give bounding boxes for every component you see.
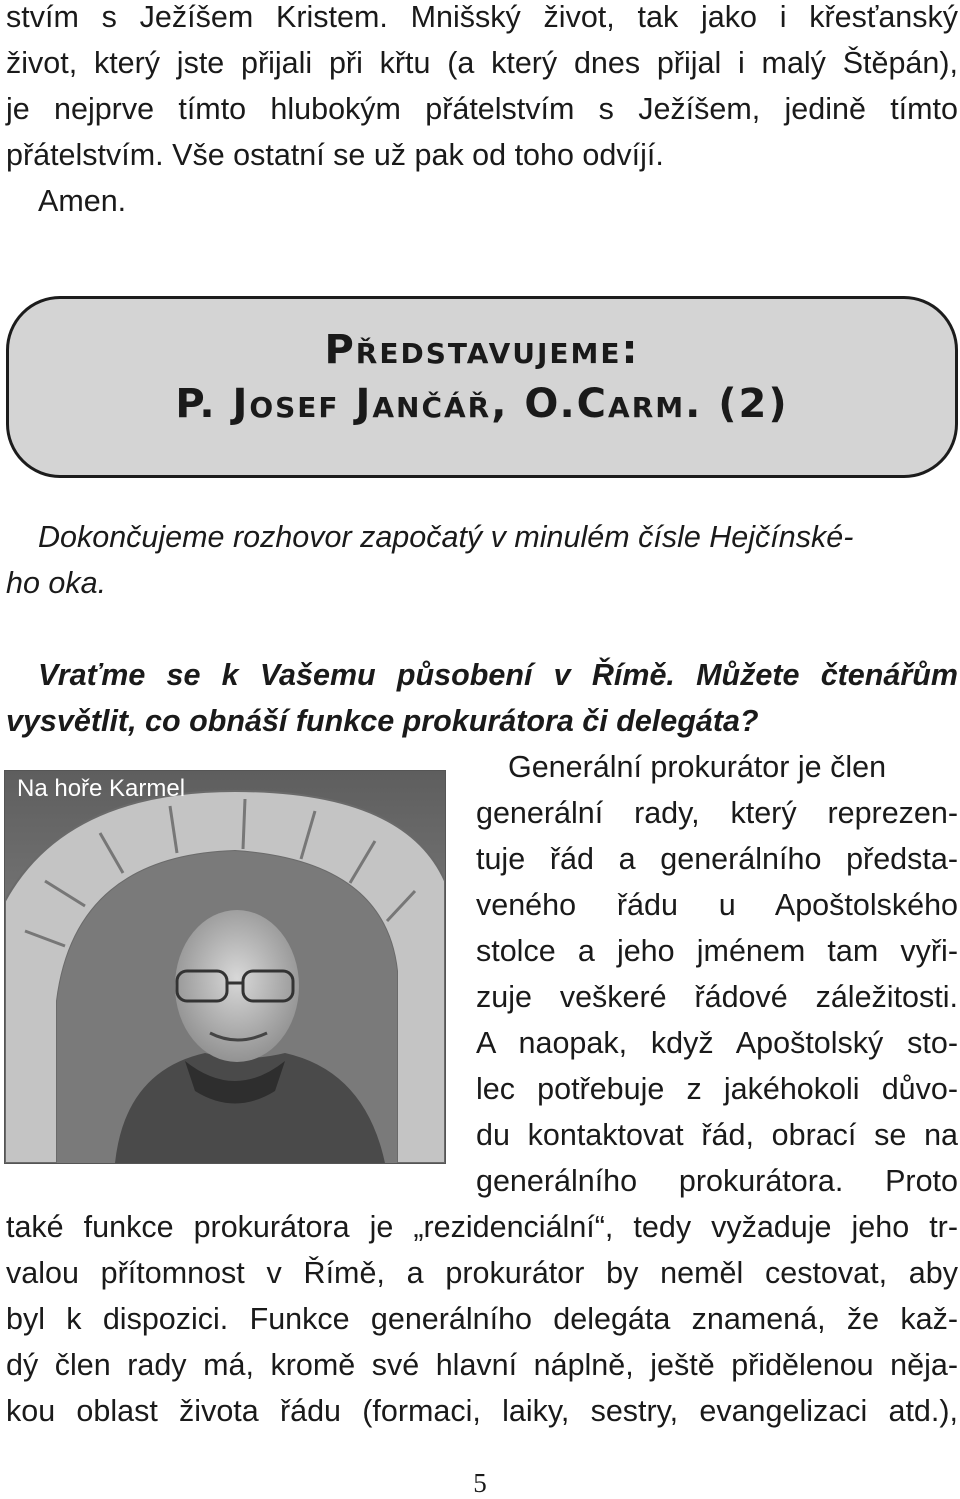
answer-full-line-5: kou oblast života řádu (formaci, laiky, sestry, evangelizaci atd.), — [6, 1394, 958, 1428]
answer-line-4: veného řádu u Apoštolského — [476, 888, 958, 922]
answer-line-2: generální rady, který reprezen- — [476, 796, 958, 830]
answer-line-6: zuje veškeré řádové záležitosti. — [476, 980, 958, 1014]
answer-line-3: tuje řád a generálního předsta- — [476, 842, 958, 876]
portrait-photo — [4, 770, 446, 1164]
answer-line-7: A naopak, když Apoštolský sto- — [476, 1026, 958, 1060]
section-title: Představujeme: — [324, 327, 640, 373]
lead-line-2: ho oka. — [6, 566, 107, 600]
answer-line-9: du kontaktovat řád, obrací se na — [476, 1118, 958, 1152]
section-heading-box — [6, 296, 958, 478]
answer-full-line-1: také funkce prokurátora je „rezidenciální“, tedy vyžaduje jeho tr- — [6, 1210, 958, 1244]
intro-line-2: život, který jste přijali při křtu (a který dnes přijal i malý Štěpán), — [6, 46, 958, 80]
answer-full-line-2: valou přítomnost v Římě, a prokurátor by neměl cestovat, aby — [6, 1256, 958, 1290]
answer-line-1: Generální prokurátor je člen — [508, 750, 887, 784]
intro-line-3: je nejprve tímto hlubokým přátelstvím s Ježíšem, jedině tímto — [6, 92, 958, 126]
intro-line-amen: Amen. — [38, 184, 127, 218]
question-line-2: vysvětlit, co obnáší funkce prokurátora či delegáta? — [6, 704, 759, 738]
page-number: 5 — [473, 1468, 487, 1498]
intro-line-4: přátelstvím. Vše ostatní se už pak od toho odvíjí. — [6, 138, 664, 172]
lead-line-1: Dokončujeme rozhovor započatý v minulém čísle Hejčínské- — [38, 520, 854, 554]
answer-full-line-3: byl k dispozici. Funkce generálního delegáta znamená, že kaž- — [6, 1302, 958, 1336]
photo-caption: Na hoře Karmel — [17, 775, 186, 802]
section-subtitle: P. Josef Jančář, O.Carm. (2) — [175, 381, 789, 427]
answer-full-line-4: dý člen rady má, kromě své hlavní náplně, ještě přidělenou něja- — [6, 1348, 958, 1382]
question-line-1: Vraťme se k Vašemu působení v Římě. Můžete čtenářům — [38, 658, 958, 692]
answer-line-10: generálního prokurátora. Proto — [476, 1164, 958, 1198]
photo-illustration — [5, 771, 445, 1163]
answer-line-8: lec potřebuje z jakéhokoli důvo- — [476, 1072, 958, 1106]
answer-line-5: stolce a jeho jménem tam vyři- — [476, 934, 958, 968]
intro-line-1: stvím s Ježíšem Kristem. Mnišský život, tak jako i křesťanský — [6, 0, 958, 34]
